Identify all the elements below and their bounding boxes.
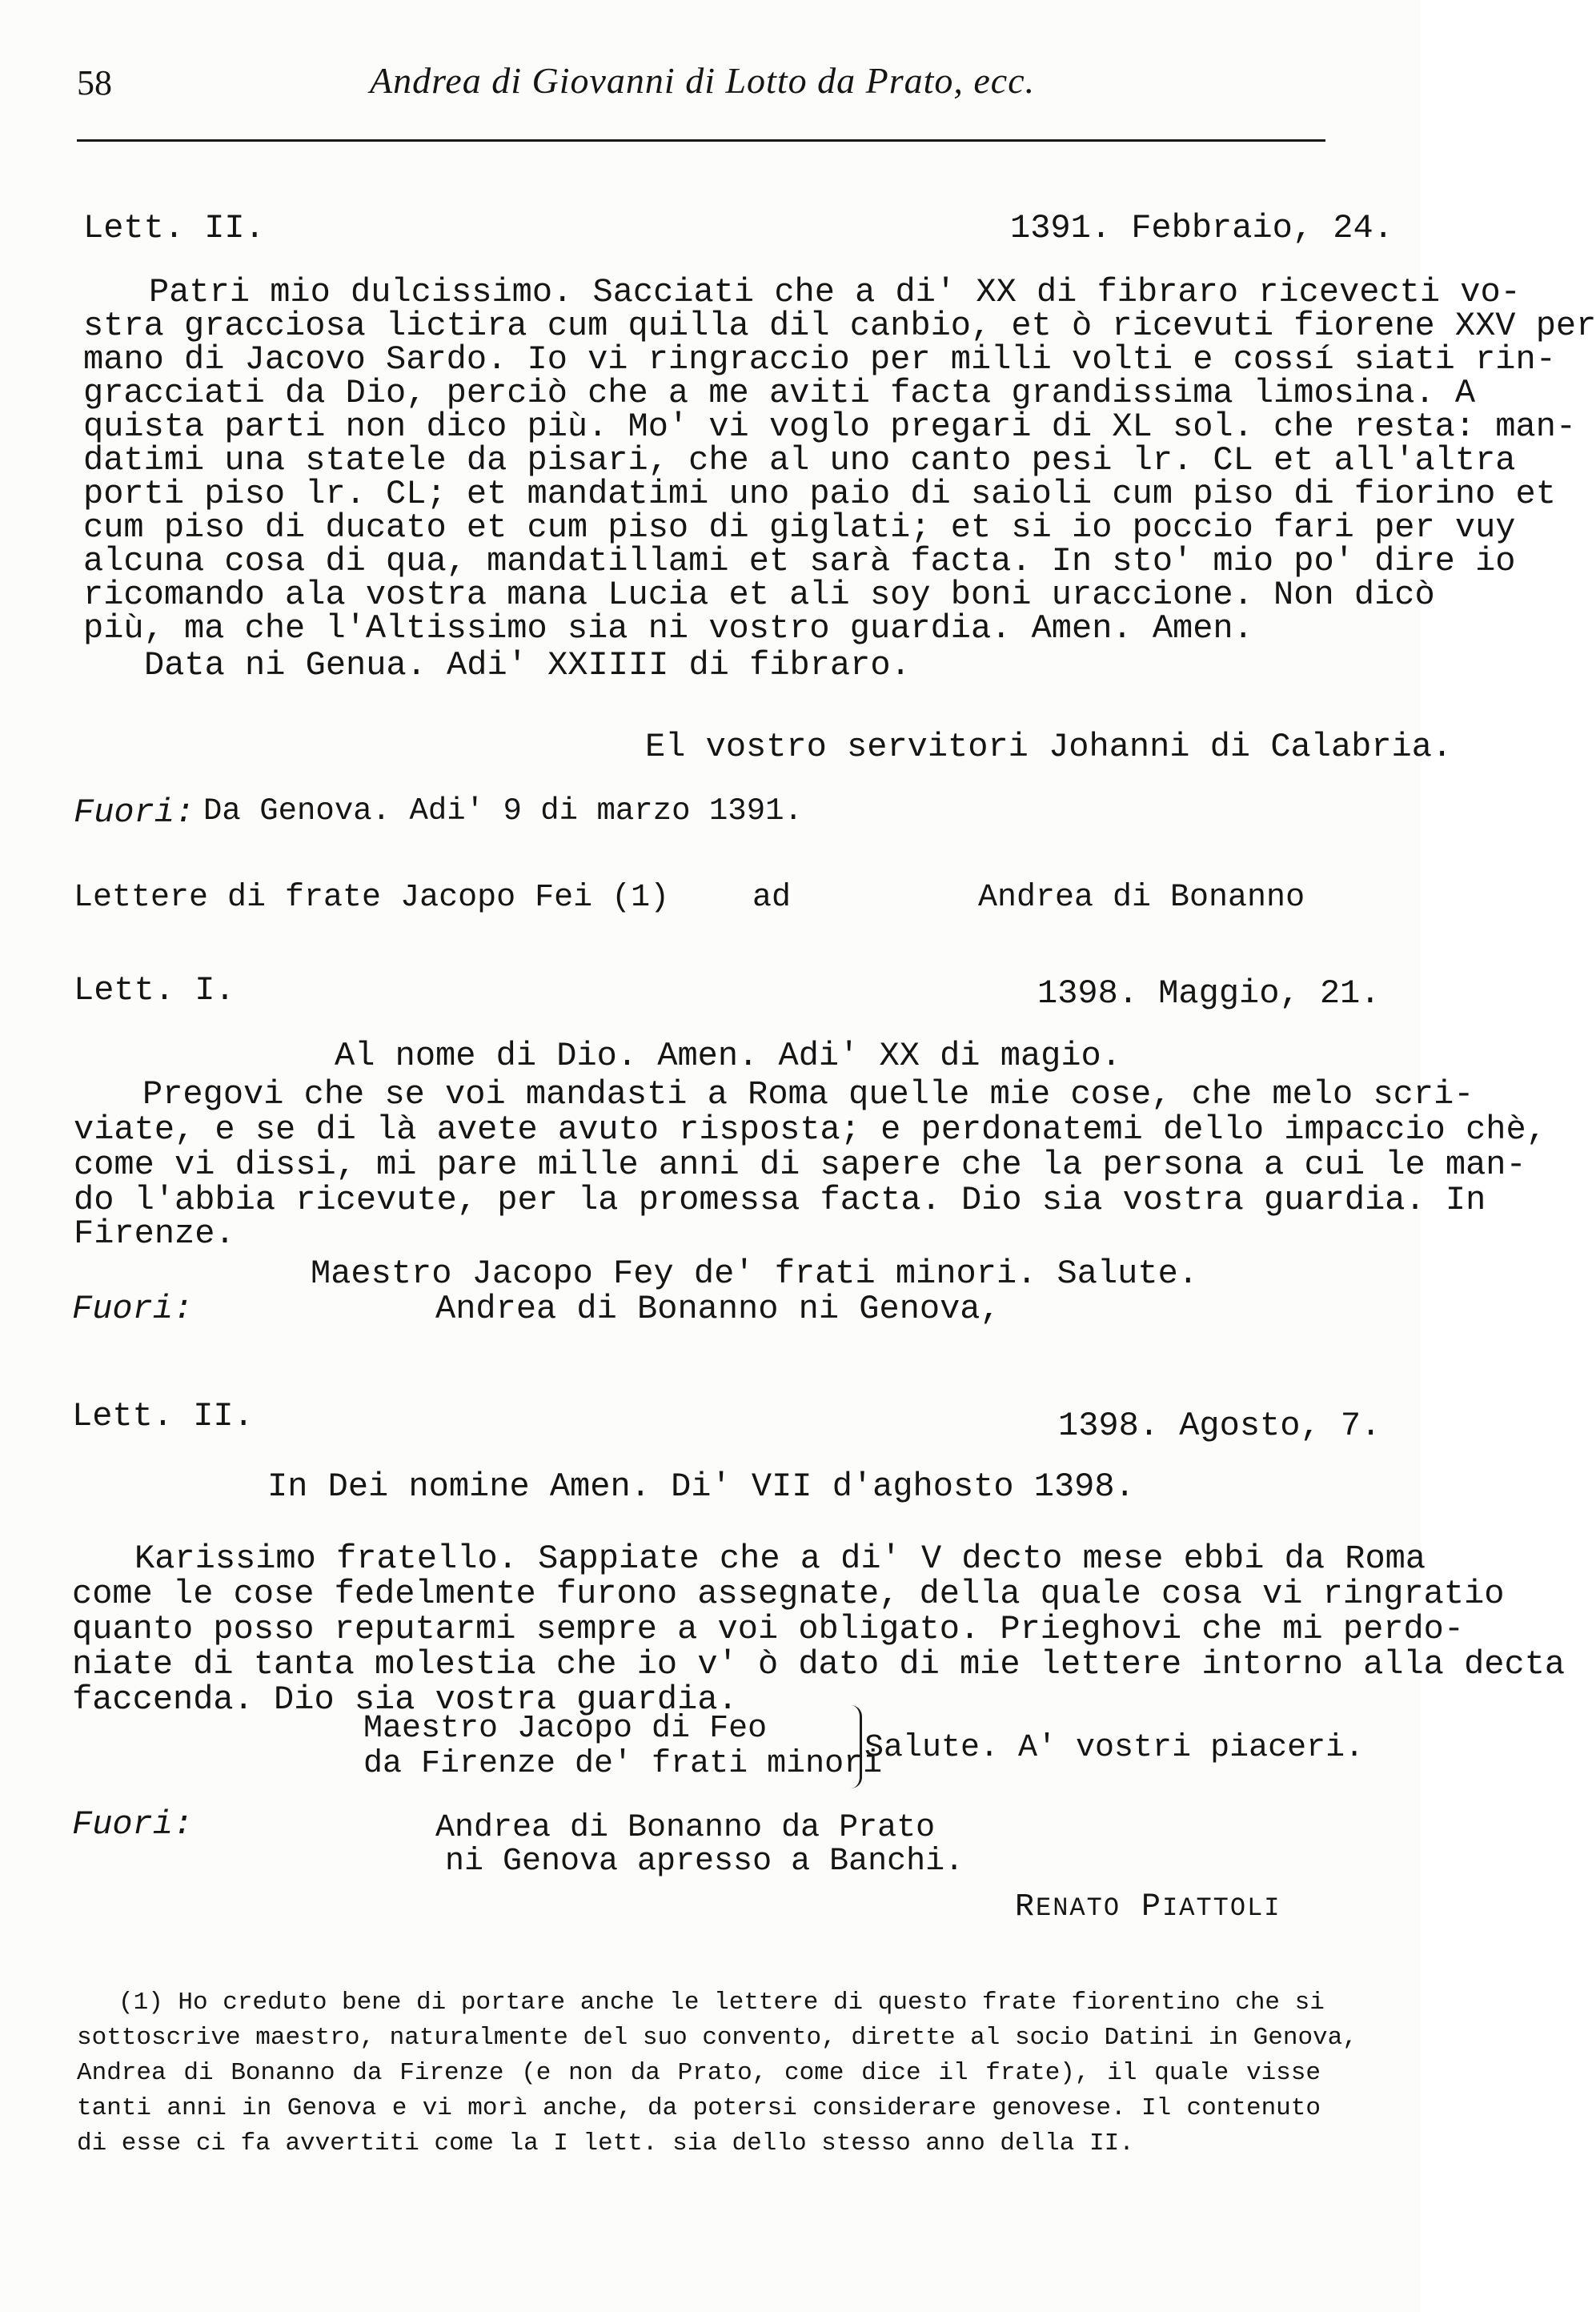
letter-date: 1398. Agosto, 7. <box>1058 1407 1381 1445</box>
section-title-connector: ad <box>752 880 792 916</box>
body-line: niate di tanta molestia che io v' ò dato di mie lettere intorno alla decta <box>72 1645 1566 1684</box>
letter-label: Lett. II. <box>72 1397 254 1435</box>
footnote-line: Andrea di Bonanno da Firenze (e non da Prato, come dice il frate), il quale visse <box>77 2059 1321 2087</box>
letter-date: 1391. Febbraio, 24. <box>1010 209 1393 247</box>
footnote-line: (1) Ho creduto bene di portare anche le lettere di questo frate fiorentino che si <box>118 1989 1325 2017</box>
body-line: mano di Jacovo Sardo. Io vi ringraccio per milli volti e cossí siati rin- <box>83 340 1556 379</box>
author-signature <box>1015 1889 1281 1925</box>
body-line: porti piso lr. CL; et mandatimi uno paio di saioli cum piso di fiorino et <box>83 475 1556 513</box>
body-line: ricomando ala vostra mana Lucia et ali soy boni uraccione. Non dicò <box>83 576 1435 614</box>
letter-signature: da Firenze de' frati minori <box>363 1746 883 1782</box>
letter-opening: In Dei nomine Amen. Di' VII d'aghosto 1398. <box>267 1467 1135 1506</box>
body-line: viate, e se di là avete avuto risposta; e perdonatemi dello impaccio chè, <box>74 1110 1546 1149</box>
running-title: Andrea di Giovanni di Lotto da Prato, ecc. <box>370 60 1036 101</box>
outside-text: Andrea di Bonanno da Prato <box>435 1810 936 1846</box>
letter-opening: Al nome di Dio. Amen. Adi' XX di magio. <box>335 1037 1121 1075</box>
body-line: Firenze. <box>74 1214 235 1253</box>
body-line: faccenda. Dio sia vostra guardia. <box>72 1680 738 1719</box>
body-line: Pregovi che se voi mandasti a Roma quelle mie cose, che melo scri- <box>142 1075 1474 1114</box>
body-line: più, ma che l'Altissimo sia ni vostro guardia. Amen. Amen. <box>83 609 1253 648</box>
author-first-initial: R <box>1015 1889 1037 1925</box>
body-line: Patri mio dulcissimo. Sacciati che a di' XX di fibraro ricevecti vo- <box>149 273 1521 311</box>
outside-label: Fuori: <box>72 1805 194 1844</box>
letter-signature: Maestro Jacopo Fey de' frati minori. Salute. <box>311 1254 1198 1293</box>
body-line: quista parti non dico più. Mo' vi voglo pregari di XL sol. che resta: man- <box>83 407 1577 446</box>
footnote-line: sottoscrive maestro, naturalmente del suo convento, dirette al socio Datini in Genova, <box>77 2024 1357 2052</box>
body-line: come vi dissi, mi pare mille anni di sapere che la persona a cui le man- <box>74 1146 1526 1184</box>
page-number: 58 <box>77 63 112 102</box>
letter-date: 1398. Maggio, 21. <box>1037 974 1381 1013</box>
body-line: stra gracciosa lictira cum quilla dil canbio, et ò ricevuti fiorene XXV per <box>83 307 1596 345</box>
outside-label: Fuori: <box>72 1290 194 1328</box>
outside-text: Da Genova. Adi' 9 di marzo 1391. <box>203 793 803 829</box>
letter-label: Lett. II. <box>83 209 265 247</box>
body-line: Karissimo fratello. Sappiate che a di' V decto mese ebbi da Roma <box>134 1539 1426 1578</box>
footnote-line: di esse ci fa avvertiti come la I lett. sia dello stesso anno della II. <box>77 2129 1134 2157</box>
body-line: datimi una statele da pisari, che al uno canto pesi lr. CL et all'altra <box>83 441 1516 480</box>
body-line: quanto posso reputarmi sempre a voi obligato. Prieghovi che mi perdo- <box>72 1610 1465 1648</box>
author-first-rest: ENATO <box>1036 1893 1121 1923</box>
outside-label: Fuori: <box>74 793 195 832</box>
outside-text: Andrea di Bonanno ni Genova, <box>435 1290 1001 1328</box>
salutation: Salute. A' vostri piaceri. <box>864 1730 1365 1766</box>
letter-signature: Maestro Jacopo di Feo <box>363 1711 768 1747</box>
letter-signature: El vostro servitori Johanni di Calabria. <box>645 728 1453 766</box>
body-line: alcuna cosa di qua, mandatillami et sarà facta. In sto' mio po' dire io <box>83 542 1516 580</box>
body-line: gracciati da Dio, perciò che a me aviti facta grandissima limosina. A <box>83 374 1476 412</box>
author-last-initial: P <box>1141 1889 1163 1925</box>
brace <box>848 1705 862 1788</box>
section-title-recipient: Andrea di Bonanno <box>978 880 1305 916</box>
body-line: cum piso di ducato et cum piso di giglati; et si io poccio fari per vuy <box>83 508 1516 547</box>
body-line: do l'abbia ricevute, per la promessa facta. Dio sia vostra guardia. In <box>74 1181 1486 1219</box>
body-line: come le cose fedelmente furono assegnate, della quale cosa vi ringratio <box>72 1575 1505 1613</box>
section-title: Lettere di frate Jacopo Fei (1) <box>74 880 670 916</box>
footnote-line: tanti anni in Genova e vi morì anche, da potersi considerare genovese. Il contenuto <box>77 2094 1321 2122</box>
header-rule <box>77 139 1325 142</box>
author-last-rest: IATTOLI <box>1162 1893 1281 1923</box>
letter-label: Lett. I. <box>74 971 235 1009</box>
outside-text: ni Genova apresso a Banchi. <box>445 1844 964 1880</box>
body-line: Data ni Genua. Adi' XXIIII di fibraro. <box>144 646 911 684</box>
